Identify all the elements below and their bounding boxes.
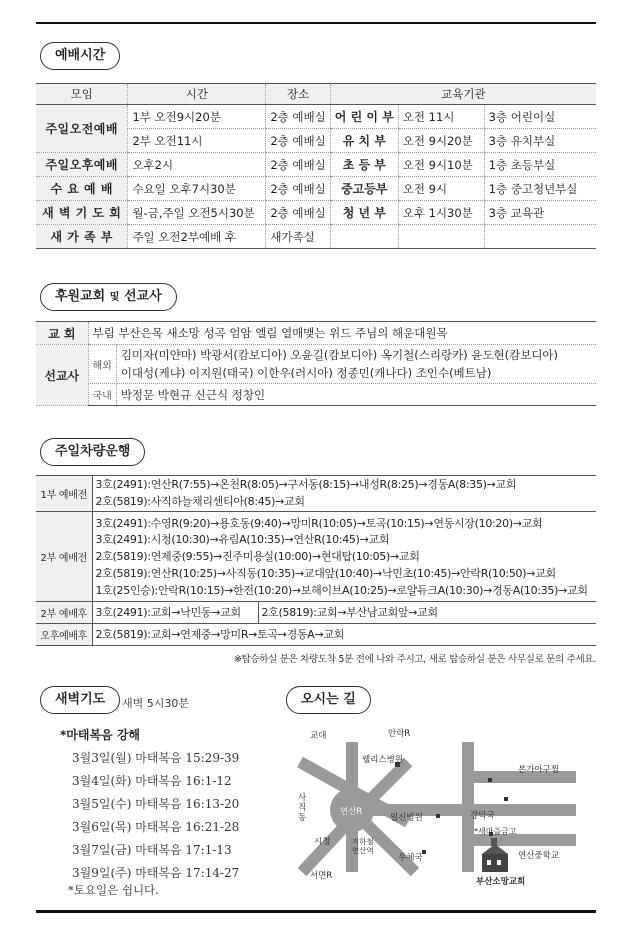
dept-time-cell: 오전 9시20분	[398, 129, 484, 153]
church-label: 교 회	[36, 322, 88, 345]
map-label: 우체국	[398, 853, 423, 863]
place-cell: 2층 예배실	[266, 177, 330, 201]
dept-cell: 청 년 부	[330, 201, 398, 225]
table-row	[36, 476, 596, 493]
dept-place-cell: 1층 중고청년부실	[484, 177, 596, 201]
directions-map	[290, 722, 580, 902]
dept-place-cell: 1층 초등부실	[484, 153, 596, 177]
table-row	[36, 105, 596, 129]
route-line: 3호(2491):교회→낙민동→교회	[92, 601, 258, 623]
time-cell: 수요일 오후7시30분	[128, 177, 266, 201]
dawn-list	[72, 747, 239, 885]
place-cell: 2층 예배실	[266, 129, 330, 153]
map-label: 안락R	[388, 729, 411, 739]
map-label: 웰리스병원	[362, 755, 404, 765]
time-cell: 오후2시	[128, 153, 266, 177]
domestic-list: 박정문 박현규 신근식 정창인	[116, 384, 596, 406]
map-label: 부산소망교회	[476, 877, 526, 887]
table-row	[36, 322, 596, 345]
list-item: 3월5일(수) 마태복음 16:13-20	[72, 797, 240, 811]
list-item: 3월7일(금) 마태복음 17:1-13	[72, 843, 232, 857]
table-row	[36, 201, 596, 225]
vehicle-table	[36, 475, 596, 646]
map-label: 시청	[314, 837, 331, 847]
route-line: 3호(2491):수영R(9:20)→용호동(9:40)→망미R(10:05)→토곡(10:15)→연동시장(10:20)→교회	[92, 511, 596, 531]
section-directions: 오시는 길	[286, 686, 371, 714]
dept-time-cell: 오후 1시30분	[398, 201, 484, 225]
place-cell: 새가족실	[266, 225, 330, 249]
table-row	[36, 511, 596, 531]
church-list: 부림 부산은목 새소망 성곡 엄암 엘림 열매맺는 위드 주님의 해운대원목	[88, 322, 596, 345]
dept-time-cell: 오전 9시	[398, 177, 484, 201]
table-row	[36, 384, 596, 406]
overseas-line: 이대성(케냐) 이지원(태국) 이한우(러시아) 정종민(캐나다) 조인수(베트남)	[120, 366, 492, 380]
map-label: 일신병원	[390, 813, 423, 823]
col-header: 교육기관	[330, 84, 596, 105]
table-row	[36, 601, 596, 623]
dawn-time: 새벽 5시30분	[122, 697, 189, 710]
table-row	[36, 225, 596, 249]
group-cell: 주일오후예배	[36, 153, 128, 177]
list-item: 3월6일(목) 마태복음 16:21-28	[72, 820, 240, 834]
table-row	[36, 623, 596, 645]
place-cell: 2층 예배실	[266, 105, 330, 129]
vehicle-label: 2부 예배후	[36, 601, 92, 623]
overseas-line: 김미자(미얀마) 박광서(캄보디아) 오윤길(캄보디아) 옥기철(스리랑카) 윤도현(캄보디아)	[120, 348, 559, 362]
dept-cell: 어 린 이 부	[330, 105, 398, 129]
dept-cell	[330, 225, 398, 249]
route-line: 1호(25인승):안락R(10:15)→한전(10:20)→보해이브A(10:25)→로얄듀크A(10:30)→경동A(10:35)→교회	[92, 582, 596, 602]
group-cell: 새 가 족 부	[36, 225, 128, 249]
list-item: 3월4일(화) 마태복음 16:1-12	[72, 774, 232, 788]
table-row	[36, 153, 596, 177]
route-line: 2호(5819):교회→부산남교회앞→교회	[258, 601, 596, 623]
list-item: 3월3일(월) 마태복음 15:29-39	[72, 751, 240, 765]
dept-cell: 초 등 부	[330, 153, 398, 177]
missionary-label: 선교사	[36, 345, 88, 406]
dawn-footer: *토요일은 쉽니다.	[68, 883, 159, 897]
dept-place-cell: 3층 유치부실	[484, 129, 596, 153]
table-header-row	[36, 84, 596, 105]
domestic-label: 국내	[88, 384, 116, 406]
top-rule	[36, 22, 596, 24]
table-row	[36, 582, 596, 602]
dept-place-cell: 3층 교육관	[484, 201, 596, 225]
route-line: 3호(2491):연산R(7:55)→온천R(8:05)→구서동(8:15)→내성R(8:25)→경동A(8:35)→교회	[92, 476, 596, 493]
overseas-list	[116, 345, 596, 384]
col-header: 모임	[36, 84, 128, 105]
bottom-rule	[36, 910, 596, 913]
list-item: 3월9일(주) 마태복음 17:14-27	[72, 866, 240, 880]
time-cell: 월-금,주일 오전5시30분	[128, 201, 266, 225]
time-cell: 1부 오전9시20분	[128, 105, 266, 129]
vehicle-notice: ※탑승하실 분은 차량도착 5분 전에 나와 주시고, 새로 탑승하실 분은 사무실로 문의 주세요.	[233, 654, 596, 665]
col-header: 장소	[266, 84, 330, 105]
group-cell: 새 벽 기 도 회	[36, 201, 128, 225]
dawn-series-title: *마태복음 강해	[60, 728, 141, 742]
section-vehicle: 주일차량운행	[40, 438, 145, 466]
time-cell: 2부 오전11시	[128, 129, 266, 153]
map-label: 사 직 동	[298, 793, 307, 823]
time-cell: 주일 오전2부예배 후	[128, 225, 266, 249]
table-row	[36, 548, 596, 565]
table-row	[36, 531, 596, 548]
place-cell: 2층 예배실	[266, 153, 330, 177]
vehicle-label: 오후예배후	[36, 623, 92, 645]
dept-time-cell	[398, 225, 484, 249]
table-row	[36, 565, 596, 582]
map-label: 연산R	[340, 807, 363, 817]
dept-cell: 중고등부	[330, 177, 398, 201]
table-row	[36, 177, 596, 201]
vehicle-label: 2부 예배전	[36, 511, 92, 601]
place-cell: 2층 예배실	[266, 201, 330, 225]
route-line: 2호(5819):연산R(10:25)→사직동(10:35)→교대앞(10:40)→낙민초(10:45)→안락R(10:50)→교회	[92, 565, 596, 582]
route-line: 2호(5819):교회→연제중→망미R→토곡→경동A→교회	[92, 623, 596, 645]
map-label: *새마을금고	[474, 827, 517, 836]
table-row	[36, 493, 596, 512]
dept-place-cell: 3층 어린이실	[484, 105, 596, 129]
map-label: 교대	[310, 731, 327, 741]
map-label: 지하철 연산역	[352, 837, 374, 855]
dept-time-cell: 오전 11시	[398, 105, 484, 129]
col-header: 시간	[128, 84, 266, 105]
route-line: 2호(5819):사직하늘채리센티아(8:45)→교회	[92, 493, 596, 512]
map-label: 연산중학교	[518, 851, 560, 861]
dept-place-cell	[484, 225, 596, 249]
dept-cell: 유 치 부	[330, 129, 398, 153]
map-label: 본가아구찜	[518, 765, 560, 775]
map-label: 서면R	[310, 871, 333, 881]
route-line: 2호(5819):연제중(9:55)→진주미용실(10:00)→현대탑(10:05)→교회	[92, 548, 596, 565]
mission-table	[36, 321, 596, 406]
group-cell: 수 요 예 배	[36, 177, 128, 201]
section-dawn: 새벽기도	[40, 686, 120, 714]
section-worship-time: 예배시간	[40, 42, 120, 70]
table-row	[36, 345, 596, 384]
group-cell: 주일오전예배	[36, 105, 128, 153]
vehicle-label: 1부 예배전	[36, 476, 92, 512]
section-mission: 후원교회 및 선교사	[40, 283, 177, 311]
worship-table	[36, 83, 596, 249]
map-label: 강악국	[470, 811, 495, 821]
dept-time-cell: 오전 9시10분	[398, 153, 484, 177]
overseas-label: 해외	[88, 345, 116, 384]
route-line: 3호(2491):시청(10:30)→유림A(10:35)→연산R(10:45)→교회	[92, 531, 596, 548]
